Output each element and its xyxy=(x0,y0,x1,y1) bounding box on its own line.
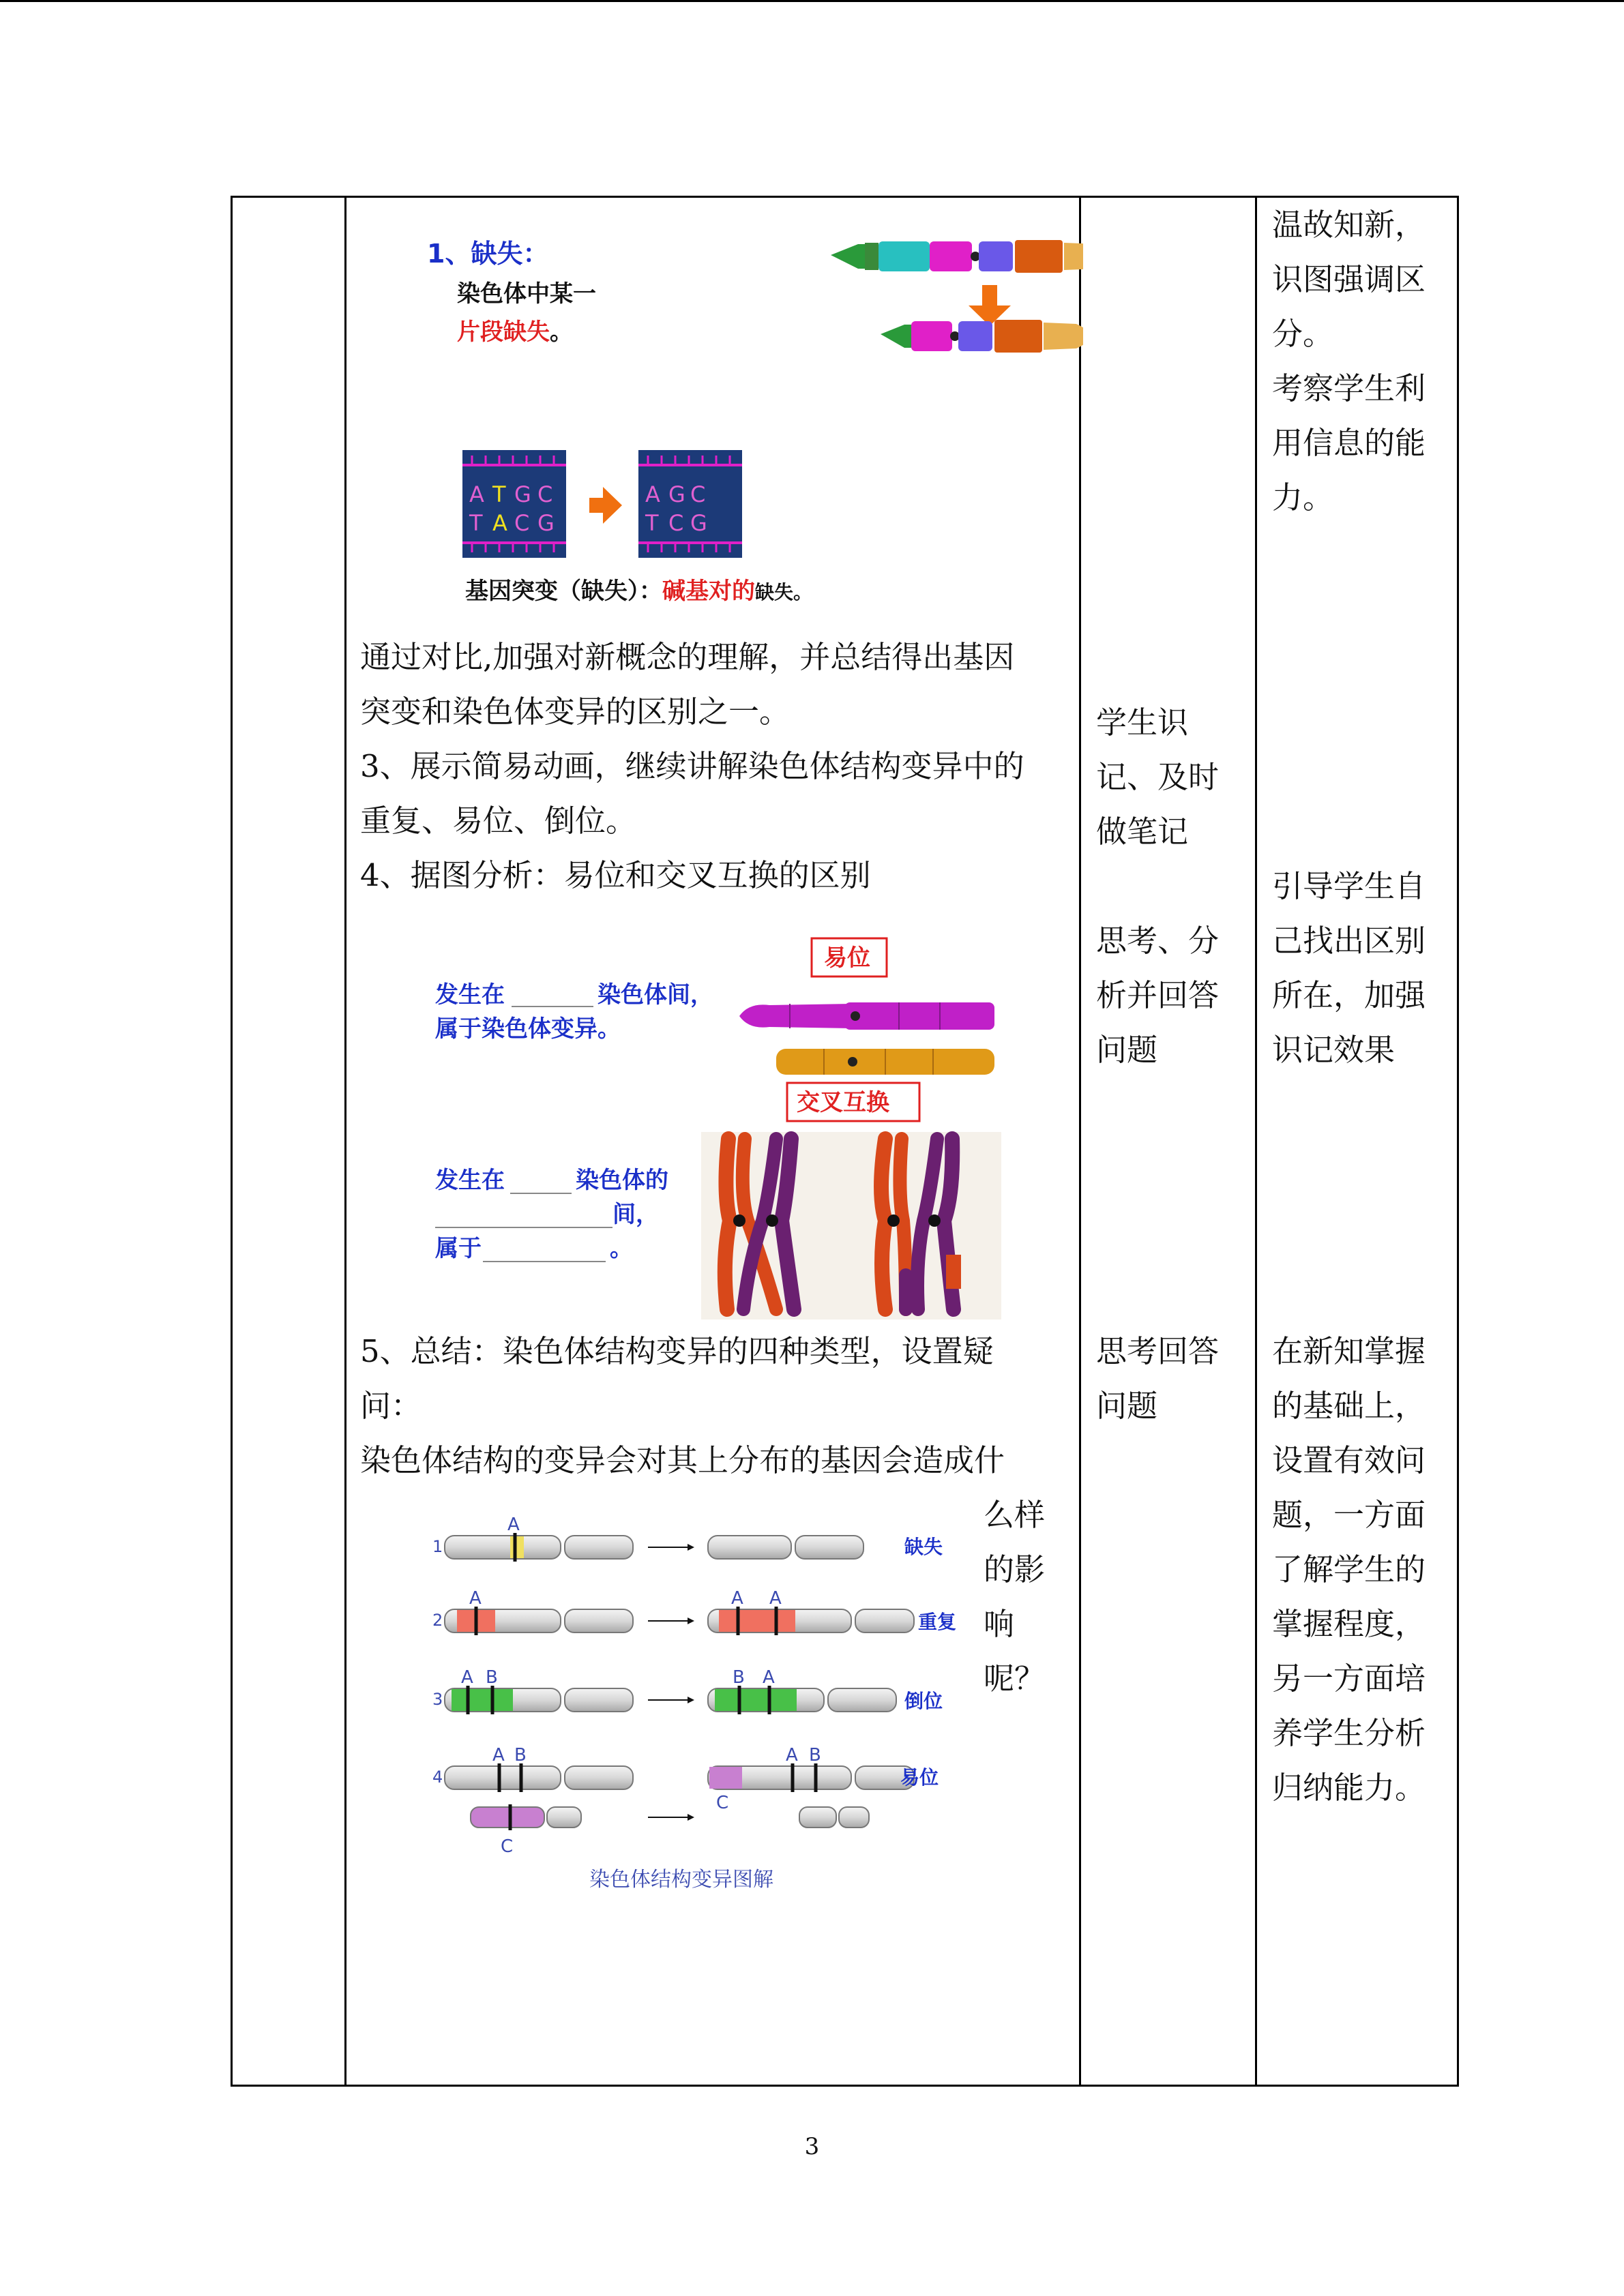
row-1-num: 1 xyxy=(432,1537,443,1556)
gene-caption-1: 基因突变（缺失）： xyxy=(465,578,662,605)
svg-text:B: B xyxy=(486,1667,498,1688)
dna-after-bottom-0: T xyxy=(645,510,659,536)
intent-3-line-0: 在新知掌握 xyxy=(1272,1333,1426,1369)
svg-text:C: C xyxy=(501,1836,514,1857)
dna-before-top-1: T xyxy=(492,481,506,507)
crossover-q1b: 染色体的 xyxy=(576,1167,668,1194)
para-2-line-1: 3、展示简易动画，继续讲解染色体结构变异中的 xyxy=(360,748,1024,784)
intent-2-line-3: 识记效果 xyxy=(1272,1032,1396,1068)
chromosome-original xyxy=(831,240,1083,273)
intent-1-line-0: 温故知新， xyxy=(1272,207,1426,243)
right-arrow-icon xyxy=(589,487,622,524)
blank-column-cell xyxy=(232,197,346,2086)
dna-after-box xyxy=(638,450,742,558)
deletion-desc-3: 。 xyxy=(550,318,573,346)
student-block-1 xyxy=(1096,696,1219,859)
intent-1-line-4: 用信息的能 xyxy=(1272,425,1426,461)
lesson-table xyxy=(231,196,1459,2087)
row-3-label: 倒位 xyxy=(904,1690,943,1712)
deletion-figure xyxy=(415,225,1083,382)
intent-block-3 xyxy=(1272,1324,1426,1815)
dna-after-bottom-2: G xyxy=(690,510,707,536)
translocation-chromosome-2 xyxy=(776,1049,994,1075)
svg-text:C: C xyxy=(716,1793,729,1813)
para-4-wrap-2: 响 xyxy=(984,1606,1015,1642)
svg-text:B: B xyxy=(733,1667,745,1688)
row-4-label: 易位 xyxy=(900,1766,939,1789)
dna-before-bottom-3: G xyxy=(537,510,555,536)
para-4-line-1: 5、总结：染色体结构变异的四种类型，设置疑 xyxy=(360,1333,994,1369)
student-block-2 xyxy=(1096,914,1219,1077)
para-4-wrapped-text xyxy=(984,1488,1065,1706)
intent-3-line-2: 设置有效问 xyxy=(1272,1442,1426,1478)
page-number: 3 xyxy=(804,2133,820,2160)
svg-text:A: A xyxy=(492,1745,505,1765)
intent-2-line-2: 所在，加强 xyxy=(1272,977,1426,1013)
row-2-label: 重复 xyxy=(918,1611,957,1633)
row-1-label: 缺失 xyxy=(904,1536,943,1558)
design-intent-cell xyxy=(1256,197,1458,2086)
row-2-num: 2 xyxy=(432,1611,443,1630)
gene-mutation-figure xyxy=(456,450,933,621)
translocation-q1: 发生在 xyxy=(435,981,505,1009)
intent-3-line-5: 掌握程度， xyxy=(1272,1606,1426,1642)
dna-after-top-0: A xyxy=(645,481,660,507)
svg-text:基因突变（缺失）：碱基对的缺失。 xyxy=(465,578,812,605)
dna-before-bottom-1: A xyxy=(492,510,507,536)
dna-before-top-2: G xyxy=(514,481,531,507)
teaching-content-cell xyxy=(346,197,1080,2086)
deletion-desc-1: 染色体中某一 xyxy=(457,280,596,308)
para-4-wrap-1: 的影 xyxy=(984,1551,1046,1587)
diagram-caption: 染色体结构变异图解 xyxy=(589,1868,773,1892)
paragraph-block-2 xyxy=(360,1324,1076,1488)
svg-text:A: A xyxy=(461,1667,473,1688)
student-block-3 xyxy=(1096,1324,1219,1433)
intent-3-line-1: 的基础上， xyxy=(1272,1388,1426,1424)
svg-text:A: A xyxy=(786,1745,798,1765)
translocation-label: 易位 xyxy=(824,944,870,972)
student-3-line-1: 问题 xyxy=(1096,1388,1158,1424)
svg-text:片段缺失。 xyxy=(457,318,573,346)
svg-text:A: A xyxy=(469,1588,482,1609)
translocation-chromosome-1 xyxy=(739,1002,994,1030)
student-activity-cell xyxy=(1080,197,1256,2086)
para-1-line-1: 通过对比,加强对新概念的理解，并总结得出基因 xyxy=(360,639,1015,675)
svg-text:B: B xyxy=(514,1745,527,1765)
crossover-q1: 发生在 xyxy=(435,1167,505,1194)
paragraph-block-1 xyxy=(360,630,1076,903)
student-2-line-0: 思考、分 xyxy=(1096,923,1220,959)
intent-3-line-3: 题，一方面 xyxy=(1272,1497,1426,1533)
para-1-line-2: 突变和染色体变异的区别之一。 xyxy=(360,694,791,730)
para-4-line-3: 染色体结构的变异会对其上分布的基因会造成什 xyxy=(360,1442,1005,1478)
student-1-line-1: 记、及时 xyxy=(1096,759,1220,795)
para-4-wrap-3: 呢？ xyxy=(984,1660,1046,1697)
para-4-wrap-0: 么样 xyxy=(984,1497,1046,1533)
svg-text:A: A xyxy=(763,1667,775,1688)
student-2-line-2: 问题 xyxy=(1096,1032,1158,1068)
intent-1-line-5: 力。 xyxy=(1272,479,1334,516)
dna-after-top-2: C xyxy=(690,481,706,507)
crossover-q3: 属于 xyxy=(435,1235,482,1262)
dna-before-bottom-2: C xyxy=(514,510,530,536)
dna-before-bottom-0: T xyxy=(469,510,483,536)
intent-1-line-2: 分。 xyxy=(1272,316,1334,352)
chromosome-deleted xyxy=(881,320,1083,353)
crossover-chromosome-image xyxy=(701,1132,1001,1320)
svg-text:A: A xyxy=(507,1515,520,1535)
crossover-q3b: 。 xyxy=(610,1235,633,1262)
translocation-q2: 属于染色体变异。 xyxy=(435,1015,621,1043)
gene-caption-3: 缺失。 xyxy=(755,581,813,603)
para-2-line-2: 重复、易位、倒位。 xyxy=(360,803,637,839)
dna-after-bottom-1: C xyxy=(668,510,684,536)
dna-before-top-0: A xyxy=(469,481,484,507)
student-2-line-1: 析并回答 xyxy=(1096,977,1220,1013)
row-4-num: 4 xyxy=(432,1768,443,1787)
translocation-crossover-figure xyxy=(408,934,1022,1323)
svg-text:A: A xyxy=(769,1588,782,1609)
dna-before-box xyxy=(462,450,566,558)
intent-3-line-4: 了解学生的 xyxy=(1272,1551,1426,1587)
intent-block-2 xyxy=(1272,859,1426,1077)
student-3-line-0: 思考回答 xyxy=(1096,1333,1220,1369)
para-4-line-2: 问： xyxy=(360,1388,422,1424)
gene-caption-2: 碱基对的 xyxy=(662,578,755,605)
top-border-line xyxy=(0,0,1624,2)
row-3-num: 3 xyxy=(432,1690,443,1709)
intent-3-line-8: 归纳能力。 xyxy=(1272,1770,1426,1806)
crossover-q2: 间， xyxy=(612,1201,659,1228)
crossover-label: 交叉互换 xyxy=(797,1089,889,1116)
intent-1-line-1: 识图强调区 xyxy=(1272,261,1426,297)
intent-block-1 xyxy=(1272,198,1426,525)
para-3: 4、据图分析：易位和交叉互换的区别 xyxy=(360,857,871,893)
intent-3-line-6: 另一方面培 xyxy=(1272,1660,1426,1697)
dna-after-top-1: G xyxy=(668,481,685,507)
student-1-line-0: 学生识 xyxy=(1096,704,1189,741)
dna-before-top-3: C xyxy=(537,481,553,507)
deletion-title: 1、缺失： xyxy=(427,239,549,269)
intent-2-line-1: 己找出区别 xyxy=(1272,923,1426,959)
intent-1-line-3: 考察学生利 xyxy=(1272,370,1426,406)
intent-2-line-0: 引导学生自 xyxy=(1272,868,1426,904)
translocation-q1b: 染色体间， xyxy=(597,981,713,1009)
deletion-desc-2: 片段缺失 xyxy=(457,318,550,346)
svg-text:A: A xyxy=(731,1588,743,1609)
svg-text:B: B xyxy=(809,1745,821,1765)
variation-diagram xyxy=(408,1507,981,1903)
student-1-line-2: 做笔记 xyxy=(1096,814,1189,850)
intent-3-line-7: 养学生分析 xyxy=(1272,1715,1426,1751)
